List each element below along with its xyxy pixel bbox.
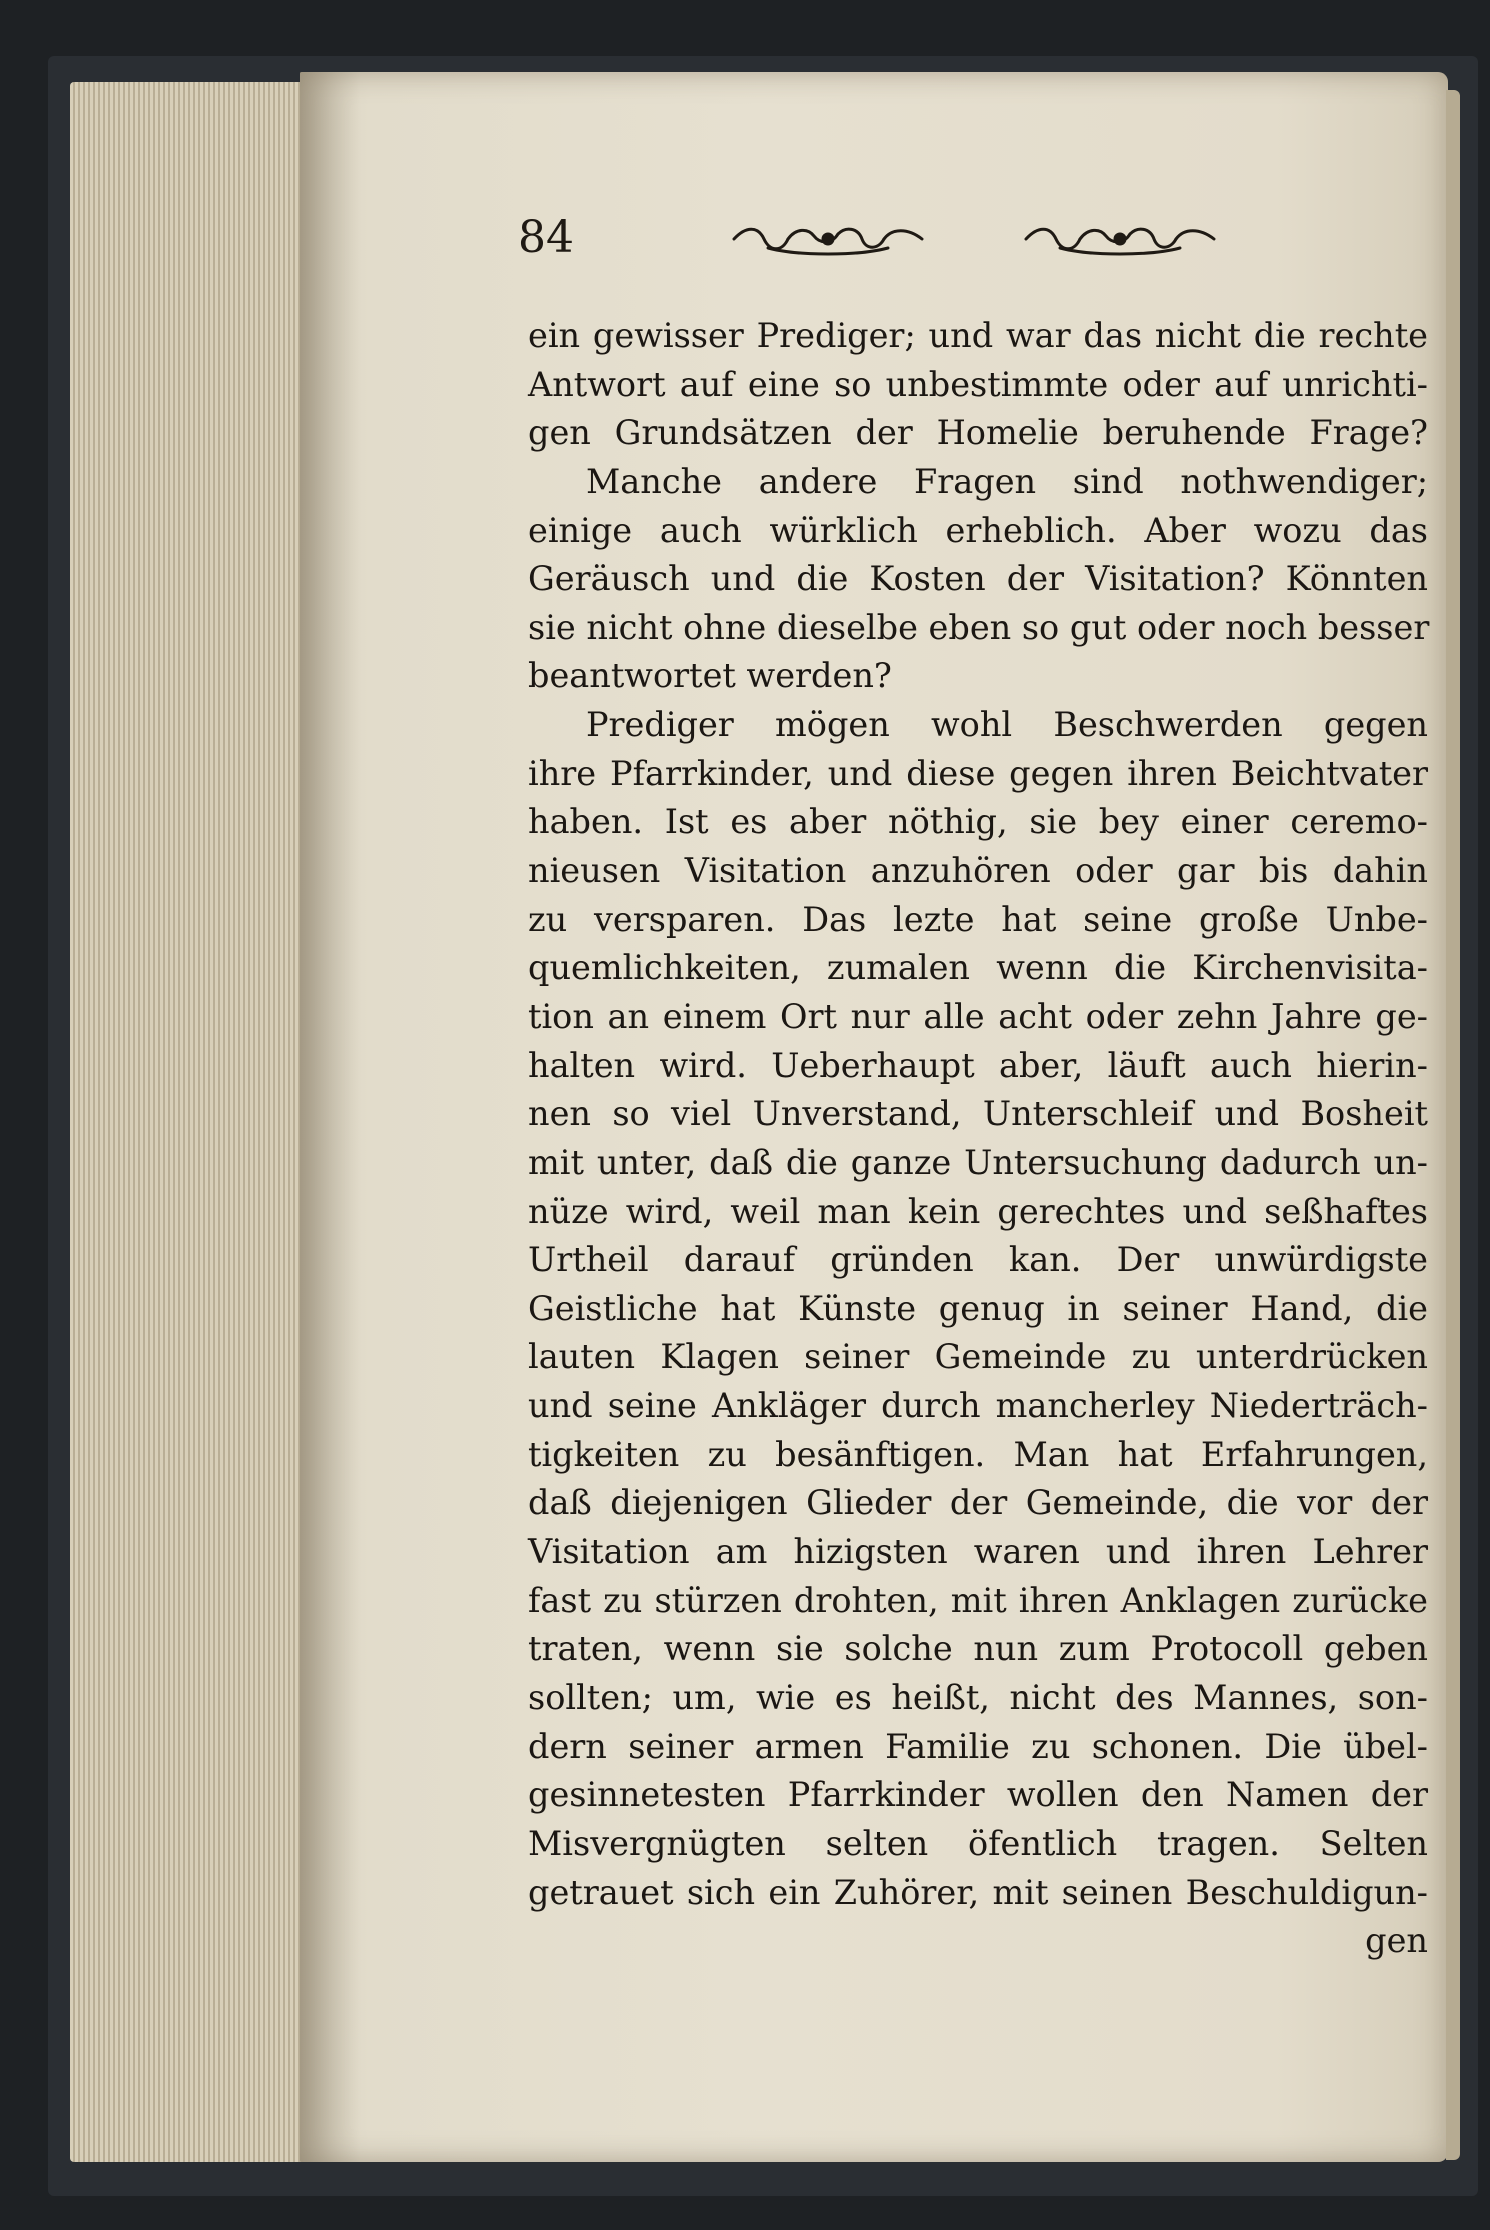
text-line: Geräusch und die Kosten der Visitation? Könnten bbox=[528, 559, 1428, 599]
text-line: haben. Ist es aber nöthig, sie bey einer ceremo- bbox=[528, 802, 1428, 842]
text-line: gen Grundsätzen der Homelie beruhende Frage? bbox=[528, 413, 1428, 453]
text-line: Visitation am hizigsten waren und ihren Lehrer bbox=[528, 1532, 1428, 1572]
text-line: Urtheil darauf gründen kan. Der unwürdigste bbox=[528, 1240, 1428, 1280]
text-line: getrauet sich ein Zuhörer, mit seinen Beschuldigun- bbox=[528, 1872, 1428, 1912]
text-line: ihre Pfarrkinder, und diese gegen ihren Beichtvater bbox=[528, 753, 1428, 793]
text-line: gesinnetesten Pfarrkinder wollen den Namen der bbox=[528, 1775, 1428, 1815]
text-line: fast zu stürzen drohten, mit ihren Anklagen zurücke bbox=[528, 1580, 1428, 1620]
catchword: gen bbox=[1365, 1921, 1428, 1961]
text-line: zu versparen. Das lezte hat seine große Unbe- bbox=[528, 899, 1428, 939]
text-line: nieusen Visitation anzuhören oder gar bis dahin bbox=[528, 851, 1428, 891]
ornament-icon bbox=[728, 222, 928, 256]
text-line: nen so viel Unverstand, Unterschleif und Bosheit bbox=[528, 1094, 1428, 1134]
text-line: und seine Ankläger durch mancherley Niederträch- bbox=[528, 1386, 1428, 1426]
text-line: halten wird. Ueberhaupt aber, läuft auch hierin- bbox=[528, 1045, 1428, 1085]
spine-shadow bbox=[300, 72, 360, 2162]
text-line: lauten Klagen seiner Gemeinde zu unterdrücken bbox=[528, 1337, 1428, 1377]
text-line: daß diejenigen Glieder der Gemeinde, die vor der bbox=[528, 1483, 1428, 1523]
text-line: dern seiner armen Familie zu schonen. Die übel- bbox=[528, 1726, 1428, 1766]
text-line: einige auch würklich erheblich. Aber wozu das bbox=[528, 510, 1428, 550]
text-line: sollten; um, wie es heißt, nicht des Mannes, son- bbox=[528, 1677, 1428, 1717]
text-line: Prediger mögen wohl Beschwerden gegen bbox=[586, 705, 1428, 745]
text-line: Manche andere Fragen sind nothwendiger; bbox=[586, 461, 1428, 501]
page-right-edge bbox=[1446, 90, 1460, 2160]
page-header bbox=[518, 208, 1238, 268]
text-line: Antwort auf eine so unbestimmte oder auf unrichti- bbox=[528, 364, 1428, 404]
text-line: beantwortet werden? bbox=[528, 656, 892, 696]
ornament-icon bbox=[1020, 222, 1220, 256]
page-body-text bbox=[528, 312, 1428, 1966]
text-line: Misvergnügten selten öfentlich tragen. Selten bbox=[528, 1823, 1428, 1863]
text-line: mit unter, daß die ganze Untersuchung dadurch un- bbox=[528, 1142, 1428, 1182]
text-line: quemlichkeiten, zumalen wenn die Kirchenvisita- bbox=[528, 948, 1428, 988]
text-line: traten, wenn sie solche nun zum Protocoll geben bbox=[528, 1629, 1428, 1669]
text-line: tion an einem Ort nur alle acht oder zehn Jahre ge- bbox=[528, 996, 1428, 1036]
text-line: Geistliche hat Künste genug in seiner Hand, die bbox=[528, 1288, 1428, 1328]
text-line: sie nicht ohne dieselbe eben so gut oder noch besser bbox=[528, 607, 1430, 647]
text-line: ein gewisser Prediger; und war das nicht die rechte bbox=[528, 316, 1428, 355]
text-line: nüze wird, weil man kein gerechtes und seßhaftes bbox=[528, 1191, 1428, 1231]
page-number: 84 bbox=[518, 212, 574, 263]
text-line: tigkeiten zu besänftigen. Man hat Erfahrungen, bbox=[528, 1434, 1428, 1474]
